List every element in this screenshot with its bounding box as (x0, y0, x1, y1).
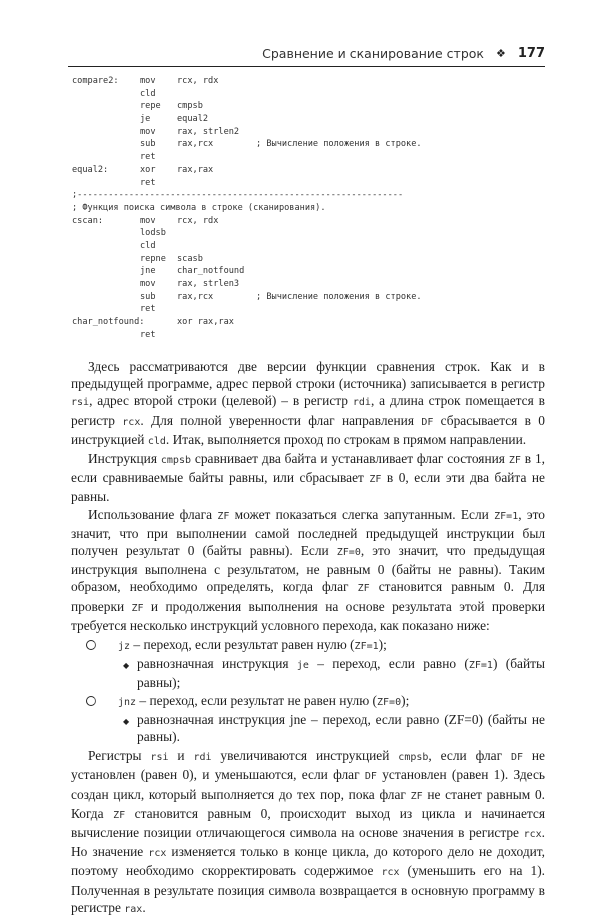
inline-code: ZF (369, 474, 382, 486)
code-operand: cmpsb (177, 101, 203, 112)
inline-code: rcx (122, 416, 141, 428)
code-operand: rax,rcx (177, 139, 214, 150)
code-opcode: mov (140, 215, 156, 226)
paragraph-4: Регистры rsi и rdi увеличиваются инструкцией cmpsb, если флаг DF не установлен (равен 0), и уменьшаются, если флаг DF установлен (равен 1). Здесь создан цикл, который выполняется до тех пор, пока флаг ZF не станет равным 0. Когда ZF становится равным 0, происходит выход из цикла и начинается вычисление позиции отличающегося символа на основе значения в регистре rcx. Но значение rcx изменяется только в конце цикла, до которого дело не доходит, поэтому необходимо скорректировать содержимое rcx (уменьшить его на 1). Полученная в результате позиция символа возвращается в основную программу в регистре rax. (71, 748, 546, 915)
inline-code: ZF=0 (336, 547, 361, 559)
code-opcode: mov (140, 126, 156, 137)
inline-code: cmpsb (160, 455, 191, 467)
code-operand: scasb (177, 253, 203, 264)
code-label: cscan: (72, 215, 104, 226)
list-item: jnz – переход, если результат не равен нулю (ZF=0); ◆ равнозначная инструкция jne – переход, если равно (ZF=0) (байты не равны). (71, 692, 545, 746)
code-opcode: mov (140, 76, 156, 86)
list-item: jz – переход, если результат равен нулю (ZF=1); ◆ равнозначная инструкция je – переход, если равно (ZF=1) (байты равны); (71, 636, 545, 692)
inline-code: je (296, 660, 309, 672)
code-opcode: repne (140, 253, 166, 264)
code-operand: rcx, rdx (177, 76, 219, 86)
code-opcode: ret (140, 304, 156, 315)
code-opcode: ret (140, 177, 156, 188)
inline-code: ZF (357, 583, 370, 595)
code-label: compare2: (72, 76, 119, 86)
code-comment-line: ; Функция поиска символа в строке (сканирования). (72, 202, 326, 213)
code-operand: rax,rcx (177, 291, 214, 302)
code-opcode: lodsb (140, 228, 166, 239)
code-operand: char_notfound (177, 266, 245, 277)
inline-code: jz (118, 641, 131, 653)
code-comment: ; Вычисление положения в строке. (256, 139, 422, 150)
code-opcode: mov (140, 279, 156, 289)
inline-code: ZF (508, 455, 521, 467)
inline-code: DF (421, 416, 434, 428)
page-number: 177 (517, 45, 545, 61)
code-opcode: ret (140, 152, 156, 163)
inline-code: ZF (131, 602, 144, 614)
code-opcode: xor (140, 164, 156, 175)
code-operand: equal2 (177, 114, 209, 125)
code-opcode: sub (140, 139, 156, 150)
inline-code: rdi (352, 397, 371, 409)
jump-instruction-list (71, 636, 545, 745)
code-operand: rax,rax (177, 164, 214, 175)
paragraph-2: Инструкция cmpsb сравнивает два байта и устанавливает флаг состояния ZF в 1, если сравниваемые байты равны, или сбрасывает ZF в 0, если эти два байта не равны. (71, 451, 545, 505)
code-label: char_notfound: (72, 317, 145, 328)
inline-code: jnz (118, 696, 137, 708)
sub-list-item: ◆ равнозначная инструкция je – переход, если равно (ZF=1) (байты равны); (123, 656, 545, 691)
diamond-bullet-icon: ◆ (123, 661, 130, 671)
code-opcode: je (140, 114, 151, 125)
code-operand: rax, strlen3 (177, 279, 240, 289)
code-opcode: jne (140, 266, 156, 277)
diamond-fleuron-icon: ❖ (495, 46, 506, 60)
diamond-bullet-icon: ◆ (123, 716, 130, 726)
inline-code: cld (147, 435, 166, 447)
code-opcode: sub (140, 291, 156, 302)
section-title: Сравнение и сканирование строк (262, 45, 484, 61)
inline-code: ZF (217, 510, 230, 522)
code-operand: xor rax,rax (177, 317, 234, 328)
paragraph-1: Здесь рассматриваются две версии функции сравнения строк. Как и в предыдущей программе, адрес первой строки (источника) записывается в регистр rsi, адрес второй строки (целевой) – в регистр rdi, а длина строк помещается в регистр rcx. Для полной уверенности флаг направления DF сбрасывается в 0 инструкцией cld. Итак, выполняется проход по строкам в прямом направлении. (71, 359, 545, 447)
code-opcode: cld (140, 88, 156, 99)
circle-bullet-icon (86, 696, 96, 706)
code-operand: rax, strlen2 (177, 126, 240, 137)
circle-bullet-icon (86, 640, 96, 650)
code-comment: ; Вычисление положения в строке. (256, 291, 422, 302)
code-label: equal2: (72, 164, 109, 175)
code-opcode: cld (140, 240, 156, 251)
body-text (71, 358, 545, 918)
code-comment-line: ;--------------------------------------------------------------- (72, 190, 404, 201)
code-operand: rcx, rdx (177, 215, 219, 226)
inline-code: ZF=1 (494, 510, 519, 522)
code-opcode: ret (140, 329, 156, 340)
running-header (68, 40, 545, 67)
paragraph-3: Использование флага ZF может показаться слегка запутанным. Если ZF=1, это значит, что при выполнении самой последней предыдущей инструкции был получен результат 0 (байты равны). Если ZF=0, это значит, что предыдущая инструкция выполнена с результатом, не равным 0 (байты не равны). Таким образом, необходимо определять, когда флаг ZF становится равным 0. Для проверки ZF и продолжения выполнения на основе результата этой проверки требуется несколько инструкций условного перехода, как показано ниже: (71, 506, 545, 633)
sub-list-item: ◆ равнозначная инструкция jne – переход, если равно (ZF=0) (байты не равны). (123, 711, 545, 745)
code-opcode: repe (140, 101, 161, 112)
inline-code: rsi (71, 397, 90, 409)
